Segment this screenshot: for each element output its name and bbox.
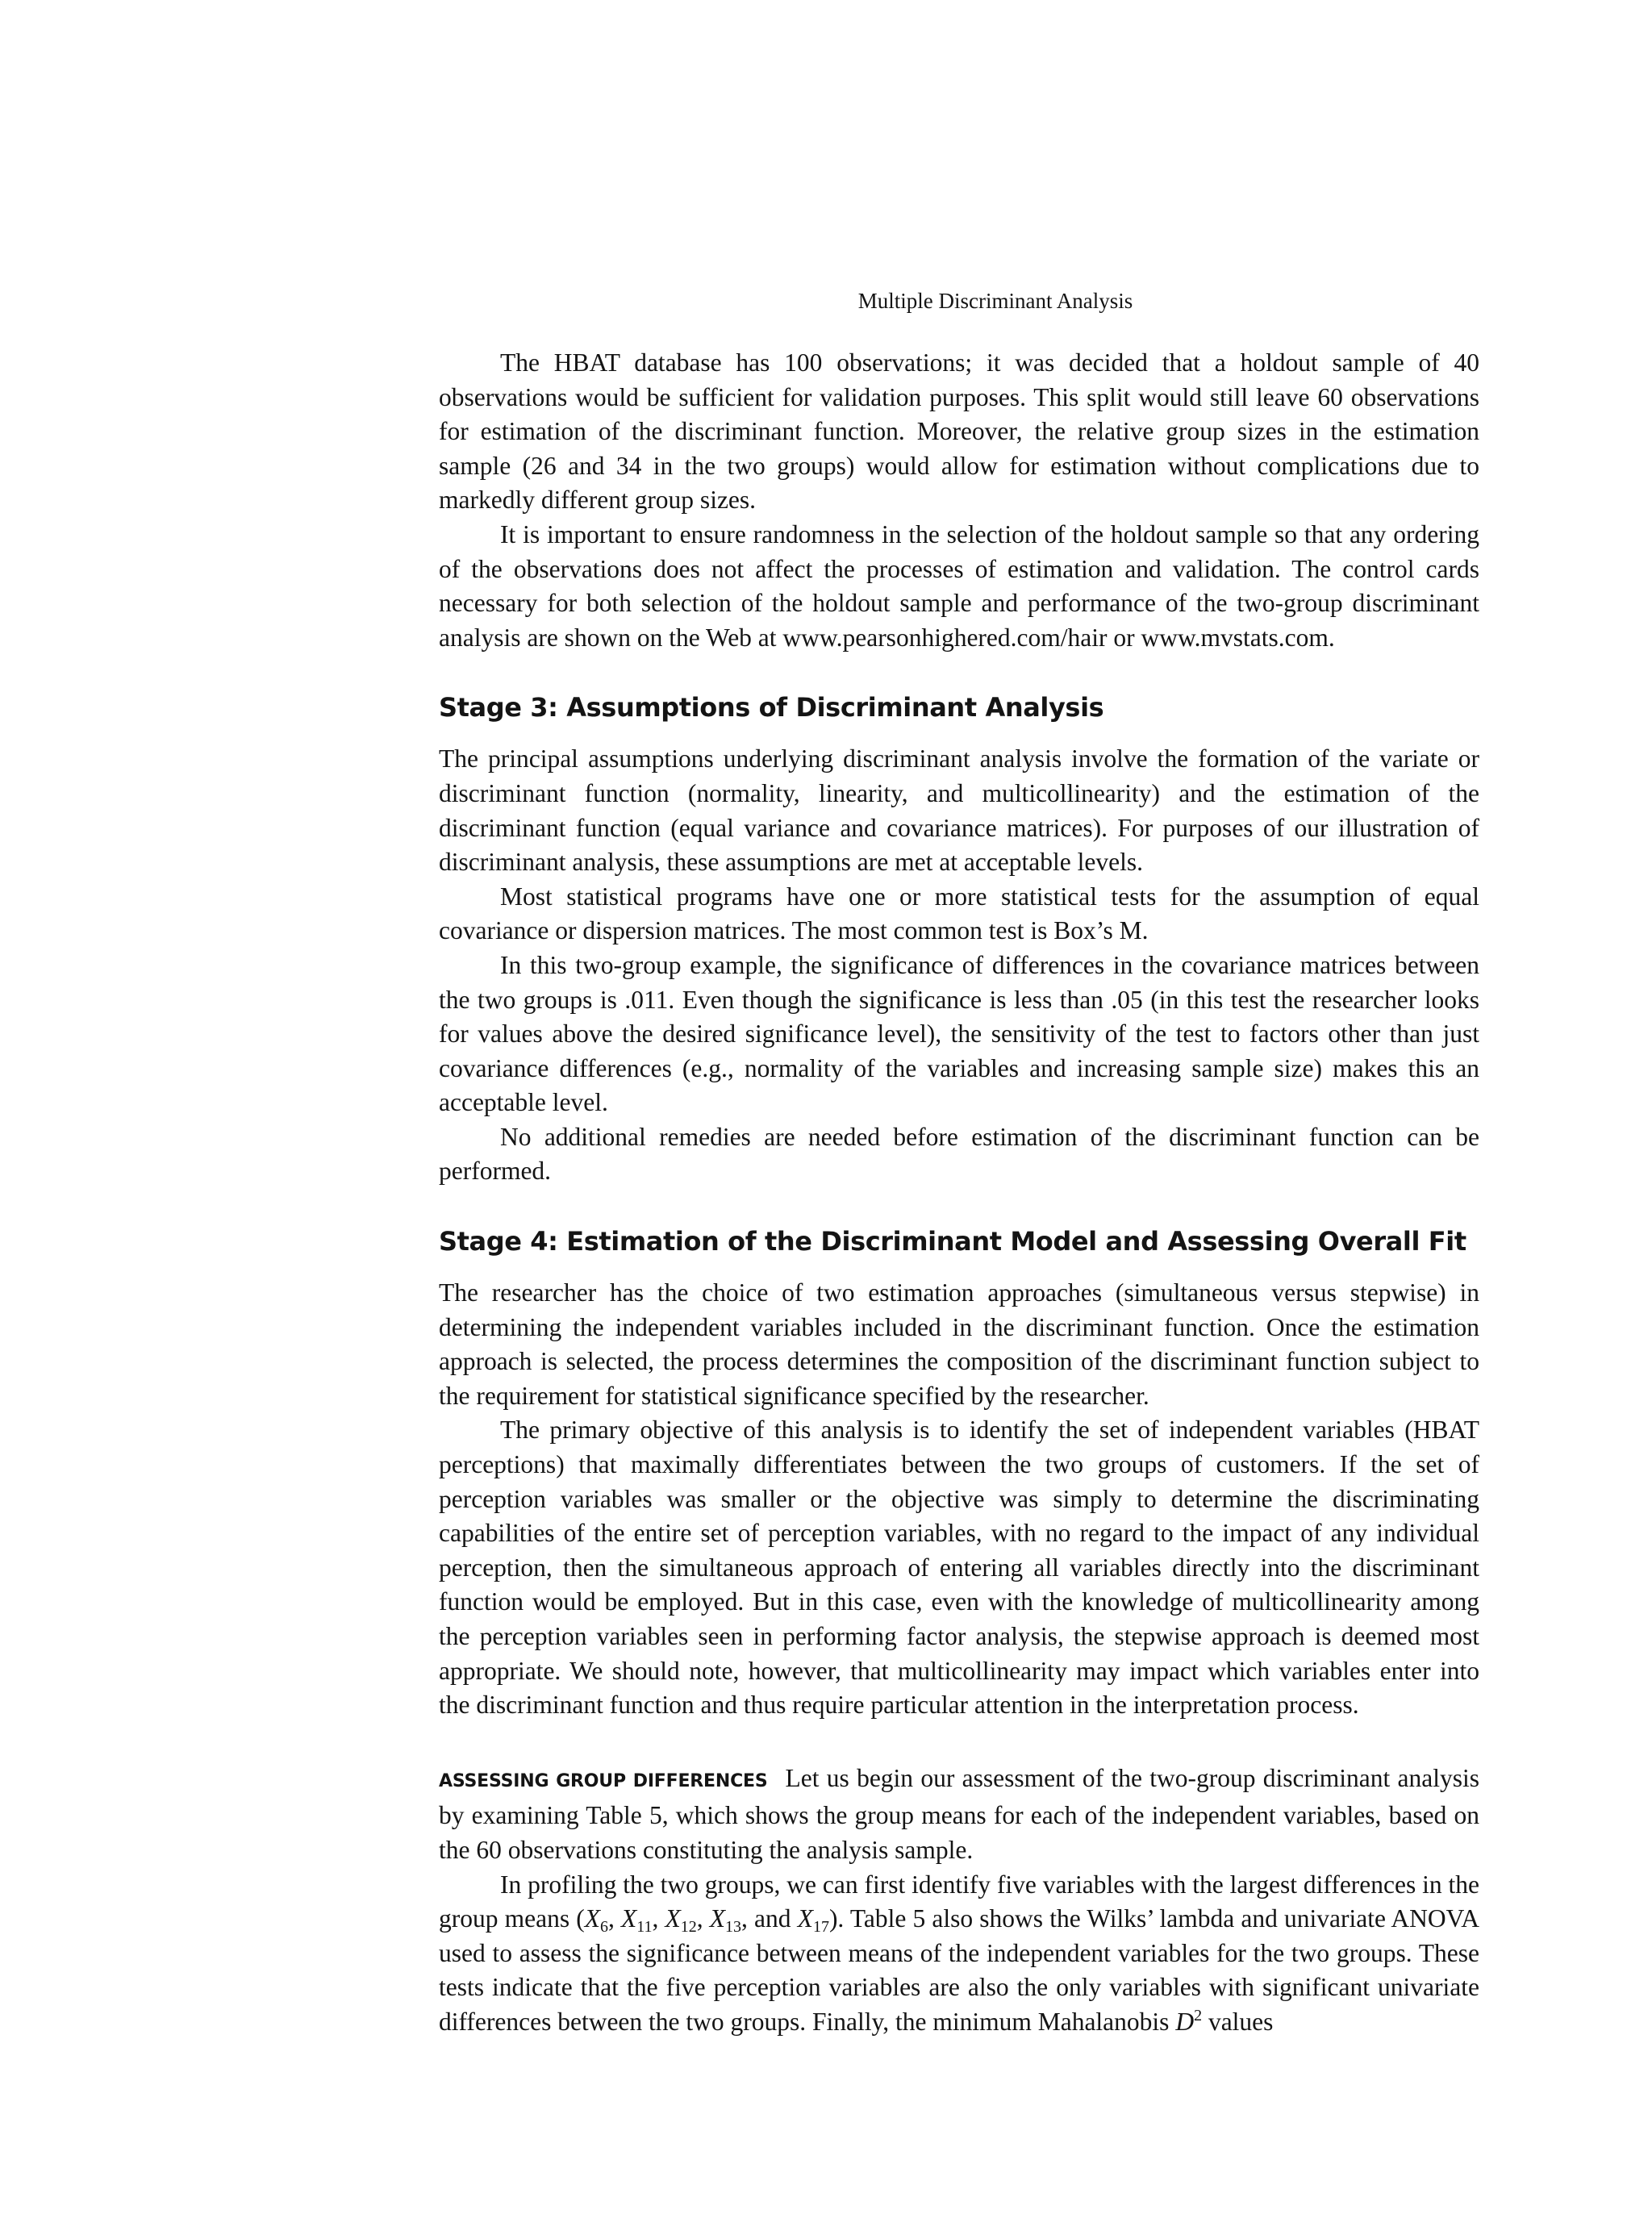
- assessing-paragraph-1-text: Let us begin our assessment of the two-group discriminant analysis by examining Table 5, which shows the group means for each of the independent variables, based on the 60 observations constituting the analysis sample.: [439, 1763, 1480, 1864]
- comma-2: ,: [652, 1904, 665, 1933]
- var-x11: [621, 1904, 636, 1933]
- stage4-paragraph-1: The researcher has the choice of two estimation approaches (simultaneous versus stepwise) in determining the independent variables included in the discriminant function. Once the estimation approach is selected, the process determines the composition of the discriminant function subject to the requirement for statistical significance specified by the researcher.: [439, 1278, 1479, 1410]
- var-x17-subscript: 17: [812, 1918, 829, 1937]
- running-head: Multiple Discriminant Analysis: [857, 289, 1133, 313]
- stage3-paragraph-3: In this two-group example, the significance of differences in the covariance matrices between the two groups is .011. Even though the significance is less than .05 (in this test the researcher looks for values above the desired significance level), the sensitivity of the test to factors other than just covariance differences (e.g., normality of the variables and increasing sample size) makes this an acceptable level.: [439, 950, 1479, 1117]
- var-x12-subscript: 12: [680, 1918, 697, 1937]
- var-x17-letter: X: [797, 1904, 813, 1933]
- assessing-paragraph-2: [439, 1868, 1479, 2040]
- assessing-p2-text-3: values: [1202, 2007, 1274, 2036]
- assessing-runin-heading: ASSESSING GROUP DIFFERENCES: [439, 1770, 768, 1791]
- stage4-paragraph-2: The primary objective of this analysis is to identify the set of independent variables (HBAT perceptions) that maximally differentiates between the two groups of customers. If the set of perception variables was smaller or the objective was simply to determine the discriminating capabilities of the entire set of perception variables, with no regard to the impact of any individual perception, then the simultaneous approach of entering all variables directly into the discriminant function would be employed. But in this case, even with the knowledge of multicollinearity among the perception variables seen in performing factor analysis, the stepwise approach is deemed most appropriate. We should note, however, that multicollinearity may impact which variables enter into the discriminant function and thus require particular attention in the interpretation process.: [439, 1416, 1479, 1720]
- comma-3: ,: [696, 1904, 710, 1933]
- comma-1: ,: [607, 1904, 621, 1933]
- var-x6-subscript: 6: [599, 1918, 608, 1937]
- var-x12: [665, 1904, 681, 1933]
- var-x13: [710, 1904, 725, 1933]
- stage4-heading: Stage 4: Estimation of the Discriminant Model and Assessing Overall Fit: [439, 1226, 1466, 1257]
- and-separator: , and: [741, 1904, 798, 1933]
- var-x12-letter: X: [665, 1904, 681, 1933]
- stage3-heading: Stage 3: Assumptions of Discriminant Analysis: [439, 692, 1104, 723]
- stage3-paragraph-4: No additional remedies are needed before estimation of the discriminant function can be performed.: [439, 1122, 1479, 1186]
- mahalanobis-d-superscript: 2: [1194, 2006, 1203, 2024]
- assessing-p2-text-1: In profiling the two groups, we can first identify five variables with the largest differences in the group means (: [439, 1870, 1479, 1933]
- assessing-p2-text-2: ). Table 5 also shows the Wilks’ lambda and univariate ANOVA used to assess the significance between means of the independent variables for the two groups. These tests indicate that the five perception variables are also the only variables with significant univariate differences between the two groups. Finally, the minimum Mahalanobis: [439, 1904, 1480, 2036]
- intro-paragraph-1: The HBAT database has 100 observations; it was decided that a holdout sample of 40 observations would be sufficient for validation purposes. This split would still leave 60 observations for estimation of the discriminant function. Moreover, the relative group sizes in the estimation sample (26 and 34 in the two groups) would allow for estimation without complications due to markedly different group sizes.: [439, 348, 1479, 515]
- assessing-paragraph-1: [439, 1762, 1479, 1868]
- stage3-paragraph-1: The principal assumptions underlying discriminant analysis involve the formation of the variate or discriminant function (normality, linearity, and multicollinearity) and the estimation of the discriminant function (equal variance and covariance matrices). For purposes of our illustration of discriminant analysis, these assumptions are met at acceptable levels.: [439, 744, 1479, 877]
- var-x13-letter: X: [709, 1904, 726, 1933]
- stage3-paragraph-2: Most statistical programs have one or more statistical tests for the assumption of equal covariance or dispersion matrices. The most common test is Box’s M.: [439, 882, 1479, 945]
- intro-paragraph-2: It is important to ensure randomness in the selection of the holdout sample so that any ordering of the observations does not affect the processes of estimation and validation. The control cards necessary for both selection of the holdout sample and performance of the two-group discriminant analysis are shown on the Web at www.pearsonhighered.com/hair or www.mvstats.com.: [439, 519, 1479, 652]
- var-x17: [798, 1904, 813, 1933]
- var-x6: [585, 1904, 600, 1933]
- var-x6-letter: X: [584, 1904, 600, 1933]
- var-x11-subscript: 11: [636, 1918, 653, 1937]
- mahalanobis-d: D: [1175, 2007, 1195, 2036]
- document-page: [439, 286, 1479, 2040]
- var-x11-letter: X: [621, 1904, 637, 1933]
- var-x13-subscript: 13: [725, 1918, 742, 1937]
